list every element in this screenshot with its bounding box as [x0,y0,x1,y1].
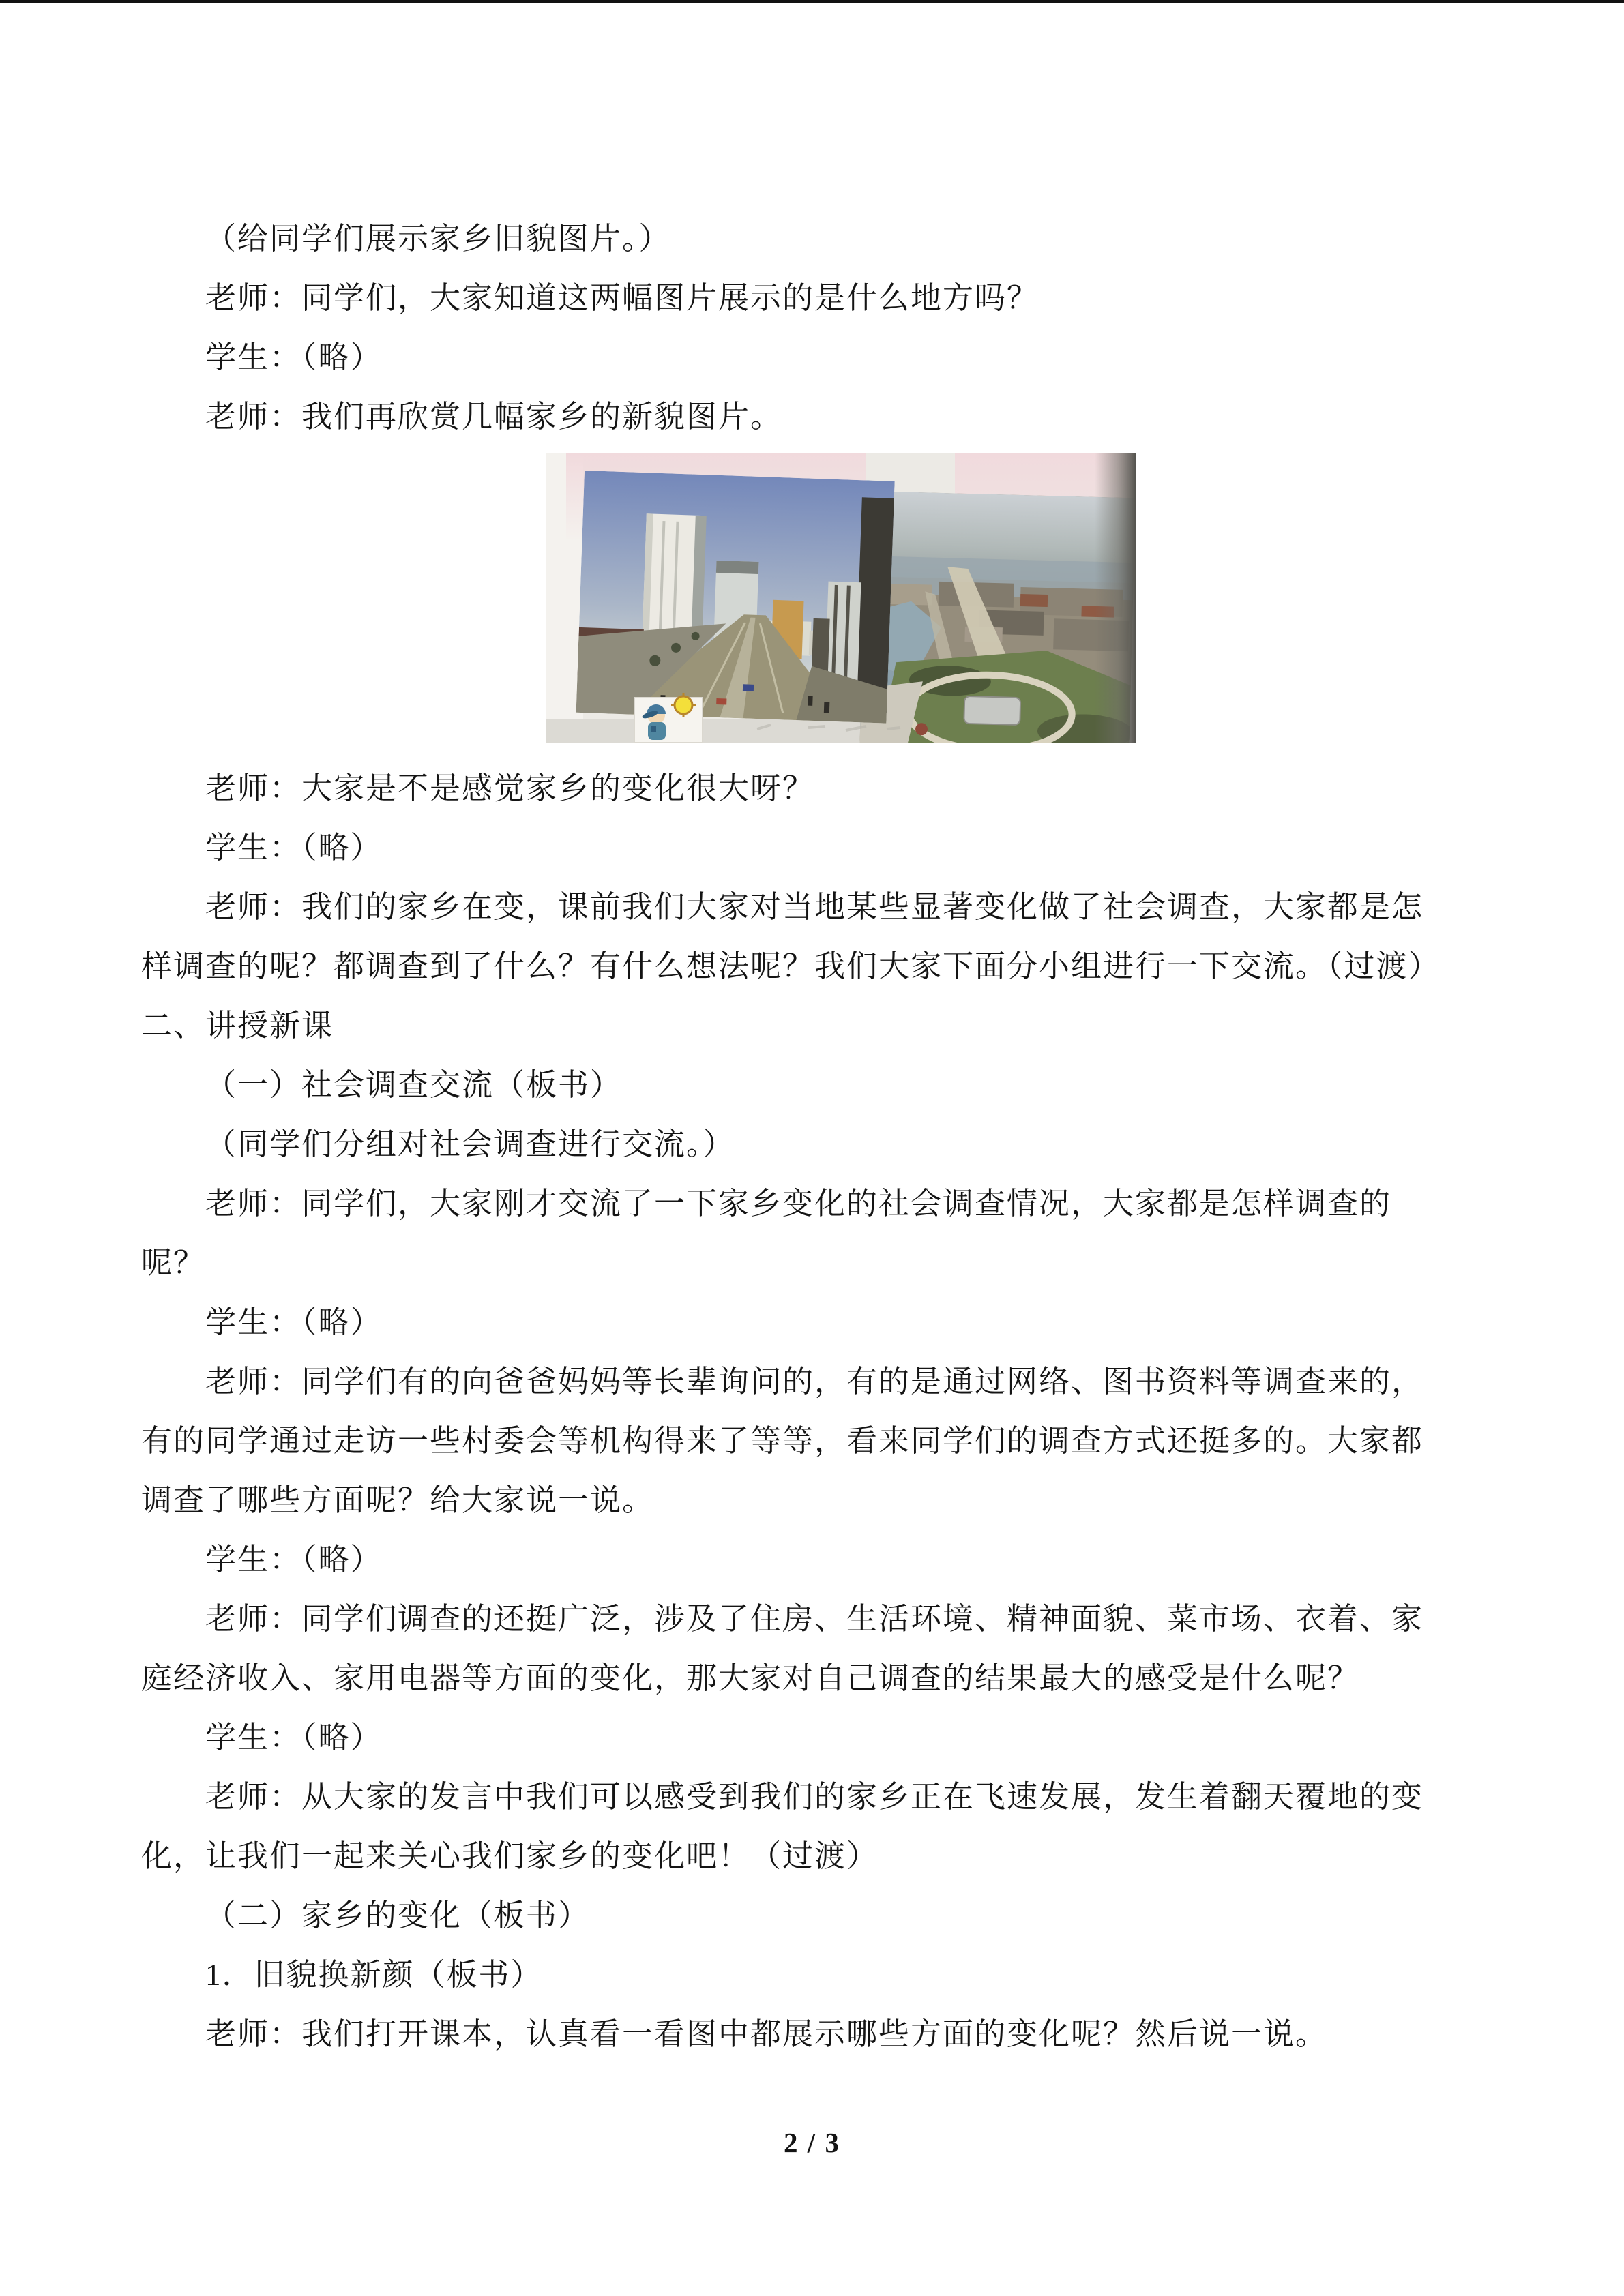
text-line: 老师：大家是不是感觉家乡的变化很大呀？ [205,771,815,805]
text-line: 老师：同学们，大家刚才交流了一下家乡变化的社会调查情况，大家都是怎样调查的 [205,1187,1392,1221]
text-line: 老师：从大家的发言中我们可以感受到我们的家乡正在飞速发展，发生着翻天覆地的变 [205,1780,1424,1814]
text-line: 学生：（略） [205,1305,383,1339]
hometown-photos-figure [546,453,1136,743]
text-line: 有的同学通过走访一些村委会等机构得来了等等，看来同学们的调查方式还挺多的。大家都 [141,1424,1424,1458]
text-line: 二、讲授新课 [141,1009,334,1043]
text-line: （一）社会调查交流（板书） [205,1068,623,1102]
street-scene-photo [576,471,895,724]
aerial-city-photo [859,491,1136,743]
hometown-photos-image [546,453,1136,743]
text-line: 学生：（略） [205,340,383,374]
text-line: 老师：我们打开课本，认真看一看图中都展示哪些方面的变化呢？然后说一说。 [205,2017,1328,2051]
text-line: 学生：（略） [205,831,383,865]
text-line: 学生：（略） [205,1542,383,1577]
text-line: 学生：（略） [205,1720,383,1755]
text-line: 老师：同学们，大家知道这两幅图片展示的是什么地方吗？ [205,281,1039,315]
page-number: 2 / 3 [784,2127,840,2158]
top-border-rule [0,0,1624,3]
text-line: 化，让我们一起来关心我们家乡的变化吧！（过渡） [141,1839,879,1873]
text-line: （给同学们展示家乡旧貌图片。） [205,222,671,256]
text-line: （二）家乡的变化（板书） [205,1898,591,1933]
text-line: （同学们分组对社会调查进行交流。） [205,1127,735,1161]
text-line: 老师：同学们调查的还挺广泛，涉及了住房、生活环境、精神面貌、菜市场、衣着、家 [205,1602,1424,1636]
text-line: 老师：我们的家乡在变，课前我们大家对当地某些显著变化做了社会调查，大家都是怎 [205,890,1424,924]
text-line: 调查了哪些方面呢？给大家说一说。 [141,1483,655,1517]
cartoon-child-icon [634,693,703,743]
text-line: 样调查的呢？都调查到了什么？有什么想法呢？我们大家下面分小组进行一下交流。（过渡） [141,949,1441,983]
text-line: 呢？ [141,1246,206,1280]
text-line: 庭经济收入、家用电器等方面的变化，那大家对自己调查的结果最大的感受是什么呢？ [141,1661,1360,1695]
document-body [141,209,1498,2064]
text-line: 老师：我们再欣赏几幅家乡的新貌图片。 [205,400,783,434]
text-line: 1．旧貌换新颜（板书） [205,1958,543,1992]
text-line: 老师：同学们有的向爸爸妈妈等长辈询问的，有的是通过网络、图书资料等调查来的， [205,1365,1424,1399]
